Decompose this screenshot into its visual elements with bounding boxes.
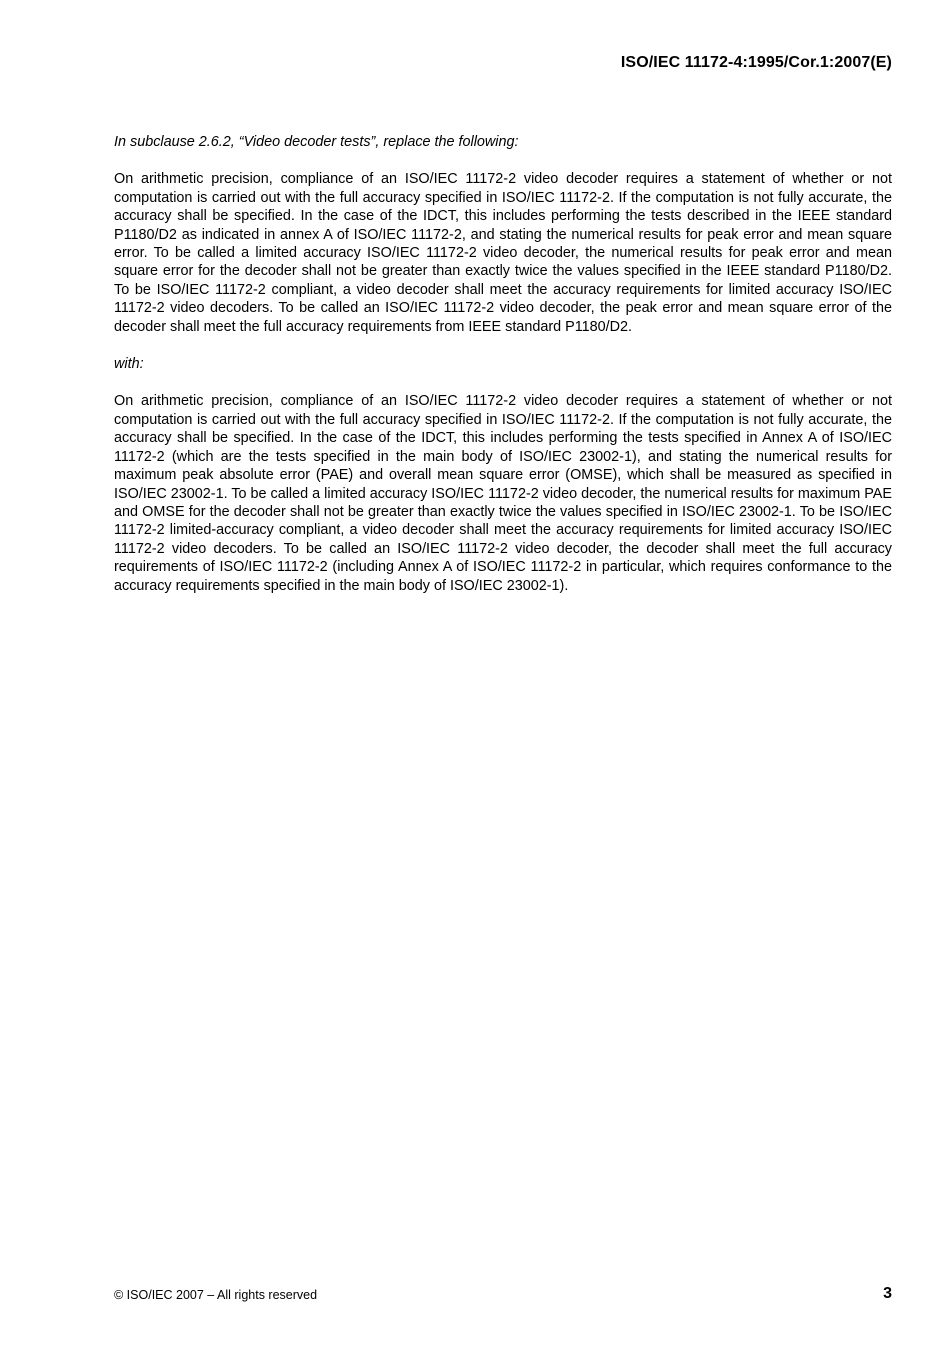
copyright-notice: © ISO/IEC 2007 – All rights reserved bbox=[114, 1288, 318, 1302]
replacement-paragraph: On arithmetic precision, compliance of an ISO/IEC 11172-2 video decoder requires a statement of whether or not computation is carried out with the full accuracy specified in ISO/IEC 11172-2. If the computation is not fully accurate, the accuracy shall be specified. In the case of the IDCT, this includes performing the tests specified in Annex A of ISO/IEC 11172-2 (which are the tests specified in the main body of ISO/IEC 23002-1), and stating the numerical results for maximum peak absolute error (PAE) and overall mean square error (OMSE), which shall be measured as specified in ISO/IEC 23002-1. To be called a limited accuracy ISO/IEC 11172-2 video decoder, the numerical results for maximum PAE and OMSE for the decoder shall not be greater than exactly twice the values specified in ISO/IEC 23002-1. To be ISO/IEC 11172-2 limited-accuracy compliant, a video decoder shall meet the accuracy requirements for limited accuracy ISO/IEC 11172-2 video decoders. To be called an ISO/IEC 11172-2 video decoder, the decoder shall meet the full accuracy requirements of ISO/IEC 11172-2 (including Annex A of ISO/IEC 11172-2 in particular, which requires conformance to the accuracy requirements specified in the main body of ISO/IEC 23002-1). bbox=[114, 393, 892, 594]
document-body bbox=[114, 133, 892, 614]
original-paragraph: On arithmetic precision, compliance of an ISO/IEC 11172-2 video decoder requires a statement of whether or not computation is carried out with the full accuracy specified in ISO/IEC 11172-2. If the computation is not fully accurate, the accuracy shall be specified. In the case of the IDCT, this includes performing the tests described in the IEEE standard P1180/D2 as indicated in annex A of ISO/IEC 11172-2, and stating the numerical results for peak error and mean square error. To be called a limited accuracy ISO/IEC 11172-2 video decoder, the numerical results for peak error and mean square error for the decoder shall not be greater than exactly twice the values specified in the IEEE standard P1180/D2. To be ISO/IEC 11172-2 compliant, a video decoder shall meet the accuracy requirements for limited accuracy ISO/IEC 11172-2 video decoders. To be called an ISO/IEC 11172-2 video decoder, the peak error and mean square error of the decoder shall meet the full accuracy requirements from IEEE standard P1180/D2. bbox=[114, 171, 892, 335]
instruction-replace: In subclause 2.6.2, “Video decoder tests”, replace the following: bbox=[114, 134, 519, 150]
instruction-with: with: bbox=[114, 356, 144, 373]
page-number: 3 bbox=[883, 1285, 892, 1302]
document-id-header: ISO/IEC 11172-4:1995/Cor.1:2007(E) bbox=[620, 54, 892, 71]
